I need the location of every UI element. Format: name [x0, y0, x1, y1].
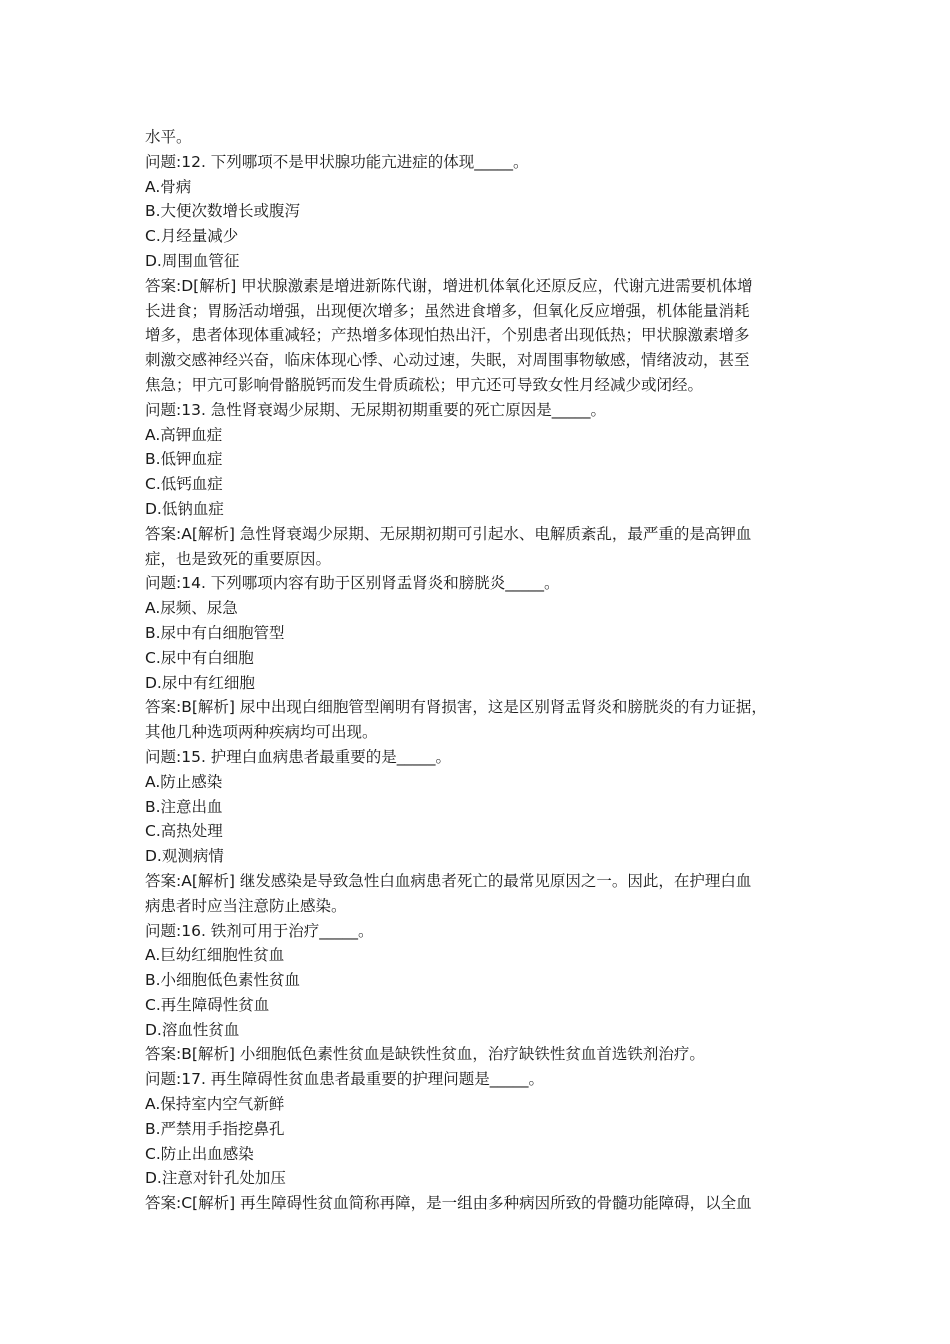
question-block — [145, 571, 815, 745]
question-block — [145, 150, 815, 398]
answer-line: 增多，患者体现体重减轻；产热增多体现怕热出汗，个别患者出现低热；甲状腺激素增多 — [145, 326, 750, 345]
document-page — [145, 125, 815, 1216]
question-stem: 问题:17. 再生障碍性贫血患者最重要的护理问题是_____。 — [145, 1070, 545, 1089]
question-stem: 问题:12. 下列哪项不是甲状腺功能亢进症的体现_____。 — [145, 152, 529, 171]
answer-line: 其他几种选项两种疾病均可出现。 — [145, 723, 378, 742]
option-d: D.注意对针孔处加压 — [145, 1169, 286, 1188]
question-block — [145, 398, 815, 572]
option-a: A.保持室内空气新鲜 — [145, 1095, 285, 1114]
answer-line: 长进食；胃肠活动增强，出现便次增多；虽然进食增多，但氧化反应增强，机体能量消耗 — [145, 301, 750, 320]
question-stem: 问题:14. 下列哪项内容有助于区别肾盂肾炎和膀胱炎_____。 — [145, 574, 560, 593]
question-block — [145, 1067, 815, 1216]
option-d: D.周围血管征 — [145, 251, 240, 270]
option-d: D.尿中有红细胞 — [145, 673, 255, 692]
answer-line: 症，也是致死的重要原因。 — [145, 549, 332, 568]
option-a: A.尿频、尿急 — [145, 599, 238, 618]
option-b: B.尿中有白细胞管型 — [145, 623, 285, 642]
question-block — [145, 745, 815, 919]
answer-line: 答案:A[解析] 继发感染是导致急性白血病患者死亡的最常见原因之一。因此，在护理白血 — [145, 871, 752, 890]
answer-line: 刺激交感神经兴奋，临床体现心悸、心动过速，失眠，对周围事物敏感，情绪波动，甚至 — [145, 351, 750, 370]
answer-line: 答案:B[解析] 小细胞低色素性贫血是缺铁性贫血，治疗缺铁性贫血首选铁剂治疗。 — [145, 1045, 705, 1064]
option-c: C.防止出血感染 — [145, 1144, 254, 1163]
question-stem: 问题:16. 铁剂可用于治疗_____。 — [145, 921, 374, 940]
answer-line: 答案:D[解析] 甲状腺激素是增进新陈代谢，增进机体氧化还原反应，代谢亢进需要机体增 — [145, 276, 753, 295]
option-c: C.尿中有白细胞 — [145, 648, 254, 667]
option-c: C.再生障碍性贫血 — [145, 995, 270, 1014]
option-a: A.高钾血症 — [145, 425, 223, 444]
option-d: D.溶血性贫血 — [145, 1020, 240, 1039]
option-a: A.防止感染 — [145, 772, 223, 791]
answer-line: 答案:C[解析] 再生障碍性贫血简称再障，是一组由多种病因所致的骨髓功能障碍，以全血 — [145, 1194, 752, 1213]
option-b: B.严禁用手指挖鼻孔 — [145, 1119, 285, 1138]
answer-line: 答案:B[解析] 尿中出现白细胞管型阐明有肾损害，这是区别肾盂肾炎和膀胱炎的有力证据， — [145, 698, 767, 717]
option-b: B.注意出血 — [145, 797, 223, 816]
answer-line: 病患者时应当注意防止感染。 — [145, 896, 347, 915]
option-c: C.低钙血症 — [145, 475, 223, 494]
option-a: A.巨幼红细胞性贫血 — [145, 946, 285, 965]
option-a: A.骨病 — [145, 177, 192, 196]
option-b: B.大便次数增长或腹泻 — [145, 202, 301, 221]
question-block — [145, 919, 815, 1068]
option-b: B.小细胞低色素性贫血 — [145, 971, 301, 990]
question-stem: 问题:15. 护理白血病患者最重要的是_____。 — [145, 747, 452, 766]
answer-line: 焦急；甲亢可影响骨骼脱钙而发生骨质疏松；甲亢还可导致女性月经减少或闭经。 — [145, 375, 704, 394]
option-c: C.月经量减少 — [145, 227, 239, 246]
option-b: B.低钾血症 — [145, 450, 223, 469]
question-stem: 问题:13. 急性肾衰竭少尿期、无尿期初期重要的死亡原因是_____。 — [145, 400, 607, 419]
option-d: D.低钠血症 — [145, 499, 224, 518]
option-d: D.观测病情 — [145, 847, 224, 866]
continued-text: 水平。 — [145, 128, 192, 146]
answer-line: 答案:A[解析] 急性肾衰竭少尿期、无尿期初期可引起水、电解质紊乱，最严重的是高钾血 — [145, 524, 752, 543]
option-c: C.高热处理 — [145, 822, 223, 841]
